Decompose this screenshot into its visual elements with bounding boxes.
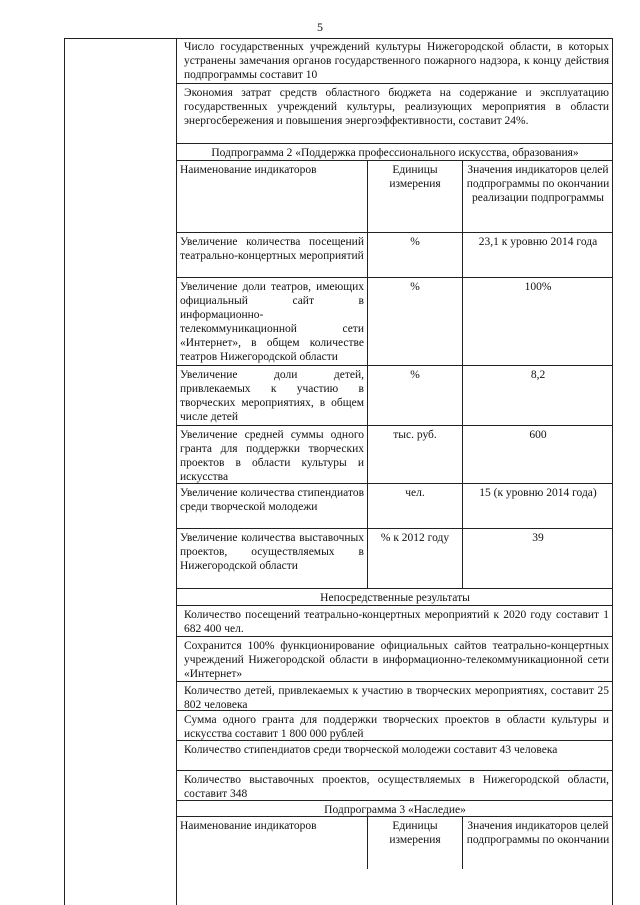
indicator-value: 39	[532, 532, 544, 544]
result-row: Сохранится 100% функционирование официальных сайтов театрально-концертных учреждений Нижегородской области в информационно-телекоммуникационной сети «Интернет»	[177, 637, 613, 682]
header-indicator-name: Наименование индикаторов	[177, 161, 368, 232]
table-row	[177, 366, 613, 426]
subprogram-2-title: Подпрограмма 2 «Поддержка профессионального искусства, образования»	[177, 144, 613, 161]
indicator-name: Увеличение доли театров, имеющих официальный сайт в информационно-телекоммуникационной сети «Интернет», в общем количестве театров Нижегородской области	[177, 278, 368, 365]
table-header-row	[177, 817, 613, 869]
table-left-border	[64, 38, 65, 905]
table-row	[177, 278, 613, 366]
document-table	[64, 38, 613, 905]
table-row	[177, 426, 613, 484]
result-row: Количество стипендиатов среди творческой молодежи составит 43 человека	[177, 741, 613, 771]
page-number: 5	[317, 20, 323, 34]
table-row	[177, 529, 613, 589]
header-target-value: Значения индикаторов целей подпрограммы по окончании	[466, 820, 610, 846]
result-row: Количество посещений театрально-концертных мероприятий к 2020 году составит 1 682 400 чел.	[177, 606, 613, 637]
indicator-unit: чел.	[368, 484, 463, 528]
header-unit: Единицы измерения	[368, 161, 463, 232]
indicator-name: Увеличение доли детей, привлекаемых к участию в творческих мероприятиях, в общем числе детей	[177, 366, 368, 425]
text-row-energy-savings: Экономия затрат средств областного бюджета на содержание и эксплуатацию государственных учреждений культуры, реализующих мероприятия в области энергосбережения и повышения энергоэффективности, составит 24%.	[177, 84, 613, 144]
indicator-value: 15 (к уровню 2014 года)	[479, 487, 597, 499]
result-row: Количество выставочных проектов, осуществляемых в Нижегородской области, составит 348	[177, 771, 613, 801]
header-unit: Единицы измерения	[368, 817, 463, 869]
subprogram-3-title: Подпрограмма 3 «Наследие»	[177, 801, 613, 817]
indicator-name: Увеличение средней суммы одного гранта для поддержки творческих проектов в области культуры и искусства	[177, 426, 368, 483]
indicator-name: Увеличение количества стипендиатов среди творческой молодежи	[177, 484, 368, 528]
table-row	[177, 484, 613, 529]
indicator-unit: тыс. руб.	[368, 426, 463, 483]
indicator-value: 23,1 к уровню 2014 года	[478, 236, 598, 248]
direct-results-title: Непосредственные результаты	[177, 589, 613, 606]
indicator-name: Увеличение количества выставочных проектов, осуществляемых в Нижегородской области	[177, 529, 368, 588]
indicator-unit: %	[368, 278, 463, 365]
indicator-value: 100%	[524, 281, 552, 293]
indicator-unit: % к 2012 году	[368, 529, 463, 588]
header-indicator-name: Наименование индикаторов	[177, 817, 368, 869]
indicator-name: Увеличение количества посещений театрально-концертных мероприятий	[177, 233, 368, 277]
indicator-value: 600	[529, 429, 547, 441]
text-row-fire-safety: Число государственных учреждений культуры Нижегородской области, в которых устранены замечания органов государственного пожарного надзора, к концу действия подпрограммы составит 10	[177, 38, 613, 84]
result-row: Количество детей, привлекаемых к участию в творческих мероприятиях, составит 25 802 человека	[177, 682, 613, 711]
indicator-unit: %	[368, 233, 463, 277]
table-row	[177, 233, 613, 278]
indicator-value: 8,2	[530, 369, 546, 381]
indicators-column	[177, 38, 613, 869]
result-row: Сумма одного гранта для поддержки творческих проектов в области культуры и искусства составит 1 800 000 рублей	[177, 711, 613, 741]
table-header-row	[177, 161, 613, 233]
indicator-unit: %	[368, 366, 463, 425]
header-target-value: Значения индикаторов целей подпрограммы по окончании реализации подпрограммы	[466, 164, 610, 204]
